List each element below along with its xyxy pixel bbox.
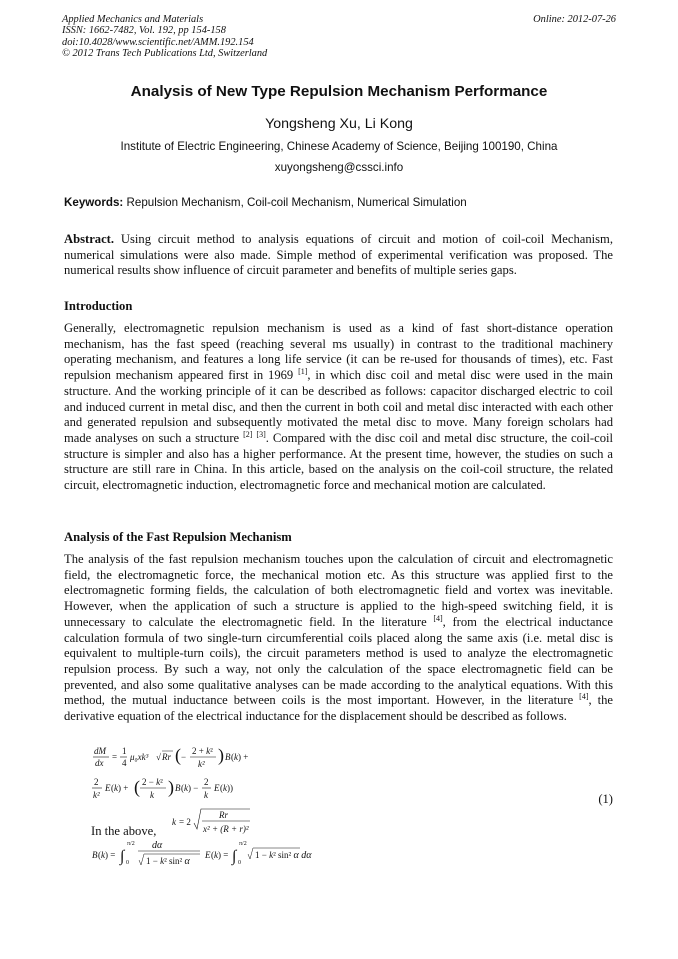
svg-text:E: E [105,783,111,793]
svg-text:dM: dM [94,746,106,756]
issn-line: ISSN: 1662-7482, Vol. 192, pp 154-158 [62,25,226,37]
svg-text:√: √ [156,752,161,762]
svg-text:1 − k² sin² α dα: 1 − k² sin² α dα [255,850,312,861]
svg-text:E: E [205,850,211,860]
abstract-text: Using circuit method to analysis equations of circuit and motion of coil-coil Mechanism, numerical simulations were also made. Simple method of experimental verification was proposed. The numerical results show influence of circuit parameter and benefits of multiple series gaps. [64,232,613,278]
svg-text:π/2: π/2 [127,841,135,847]
page-header [62,14,616,60]
author-email[interactable]: xuyongsheng@cssci.info [274,161,404,174]
svg-text:(k) +: (k) + [231,752,249,762]
equation-1-graphic [90,745,390,807]
analysis-text-1: The analysis of the fast repulsion mechanism touches upon the calculation of circuit and electromagnetic field, the electromagnetic force, the mechanical motion etc. As this structure was applied first to the electromagnetic forming fields, the calculation of both electromagnetic field and vortex was inevitable. However, when the application of such a structure is applied to the high-speed switching field, it is unnecessary to calculate the electromagnetic field. In the literature [64,552,613,629]
online-date: Online: 2012-07-26 [533,14,616,25]
svg-text:dx: dx [95,758,104,768]
svg-text:1 − k² sin² α: 1 − k² sin² α [146,856,190,867]
svg-text:π/2: π/2 [239,841,247,847]
svg-text:∫: ∫ [232,848,237,865]
svg-text:B: B [175,783,181,793]
analysis-text-3: , the derivative equation of the electrical inductance for the displacement should be described as follows. [64,693,614,724]
k-definition-graphic [170,805,260,837]
svg-text:1: 1 [122,746,127,756]
svg-text:B: B [92,850,98,860]
citation-1[interactable]: [1] [298,366,308,376]
abstract-label: Abstract. [64,232,115,246]
svg-text:B: B [225,752,231,762]
elliptic-integrals-graphic [90,836,330,872]
keywords-text: Repulsion Mechanism, Coil-coil Mechanism, Numerical Simulation [126,196,467,209]
svg-text:(k) =: (k) = [211,850,229,860]
svg-text:x² + (R + r)²: x² + (R + r)² [203,824,249,834]
citation-4b[interactable]: [4] [579,692,589,702]
intro-text-3: . Compared with the disc coil and metal disc structure, the coil-coil structure is simpler and also has a higher performance. At the present time, however, the studies on such a structure are still rare in China. In this article, based on the analysis on the coil-coil structure, the related circuit, electromagnetic induction, electromagnetic force and mechanical motion are calculated. [64,430,613,493]
journal-name: Applied Mechanics and Materials [62,14,204,25]
abstract [64,232,613,279]
svg-text:(k) −: (k) − [181,783,199,793]
intro-text-1: Generally, electromagnetic repulsion mechanism is used as a kind of fast short-distance operation mechanism, has the fast speed (reaching several ms usually) in contrast to the traditional machinery operating mechanism, and features a long life service (it can be re-used for thousands of times), etc. Fast repulsion mechanism appeared first in 1969 [64,321,613,383]
keywords [64,196,614,209]
svg-text:(k) =: (k) = [98,850,116,860]
svg-text:(: ( [175,745,181,765]
citation-4a[interactable]: [4] [433,613,443,623]
svg-text:2: 2 [94,777,99,787]
copyright-line: © 2012 Trans Tech Publications Ltd, Switzerland [62,48,268,60]
svg-text:0: 0 [126,860,129,866]
svg-text:(k) +: (k) + [111,783,129,793]
svg-text:dα: dα [152,840,163,851]
svg-text:= 2: = 2 [179,817,191,827]
svg-text:2: 2 [204,777,209,787]
introduction-body [64,321,613,494]
equation-number: (1) [598,792,613,806]
in-the-above-text: In the above, [91,824,157,838]
svg-text:0: 0 [238,860,241,866]
intro-text-2: , in which disc coil and metal disc were used in the main structure. And the working principle of it can be described as follows: capacitor discharged electric to coil and induced current in metal disc, and then the current in both coil and metal disc interacted with each other and generated repulsion and subsequently motivated the metal disc to move. Many foreign scholars had made analyses on such a structure [64,368,613,445]
affiliation: Institute of Electric Engineering, Chinese Academy of Science, Beijing 100190, China [120,140,558,153]
svg-text:k²: k² [198,759,205,769]
keywords-label: Keywords: [64,196,124,209]
svg-text:E: E [214,783,220,793]
svg-text:k: k [172,817,176,827]
paper-title: Analysis of New Type Repulsion Mechanism Performance [130,83,548,100]
analysis-heading: Analysis of the Fast Repulsion Mechanism [64,530,292,544]
svg-text:k: k [204,790,208,800]
analysis-body [64,552,613,725]
analysis-text-2: , from the electrical inductance calculation formula of two single-turn circumferential coils placed along the same axis (i.e. metal disc is equivalent to multiple-turn coils), the circuit parameters method is used to analyze the electromagnetic repulsion process. By such a way, not only the calculation of the space electromagnetic field can be prevented, and also some qualitative analyses can be made according to the analytical equations. With this method, the mutual inductance between coils is the most important. However, in the literature [64,614,613,708]
svg-text:∫: ∫ [120,848,125,865]
introduction-heading: Introduction [64,299,133,313]
svg-text:−: − [181,752,187,762]
svg-text:): ) [218,745,224,765]
citation-2[interactable]: [2] [243,429,253,439]
svg-text:k²: k² [93,790,100,800]
svg-text:(k)): (k)) [220,783,233,793]
paper-authors: Yongsheng Xu, Li Kong [265,116,413,132]
svg-text:μ₀xk³: μ₀xk³ [130,752,149,762]
svg-text:): ) [168,777,174,797]
citation-3[interactable]: [3] [256,429,266,439]
svg-text:2 − k²: 2 − k² [142,777,163,787]
svg-text:=: = [112,752,118,762]
svg-text:k: k [150,790,154,800]
svg-text:Rr: Rr [162,752,171,762]
svg-text:Rr: Rr [219,810,228,820]
doi-line[interactable]: doi:10.4028/www.scientific.net/AMM.192.154 [62,36,254,48]
svg-text:2 + k²: 2 + k² [192,746,213,756]
svg-text:(: ( [134,777,140,797]
svg-text:4: 4 [122,758,127,768]
